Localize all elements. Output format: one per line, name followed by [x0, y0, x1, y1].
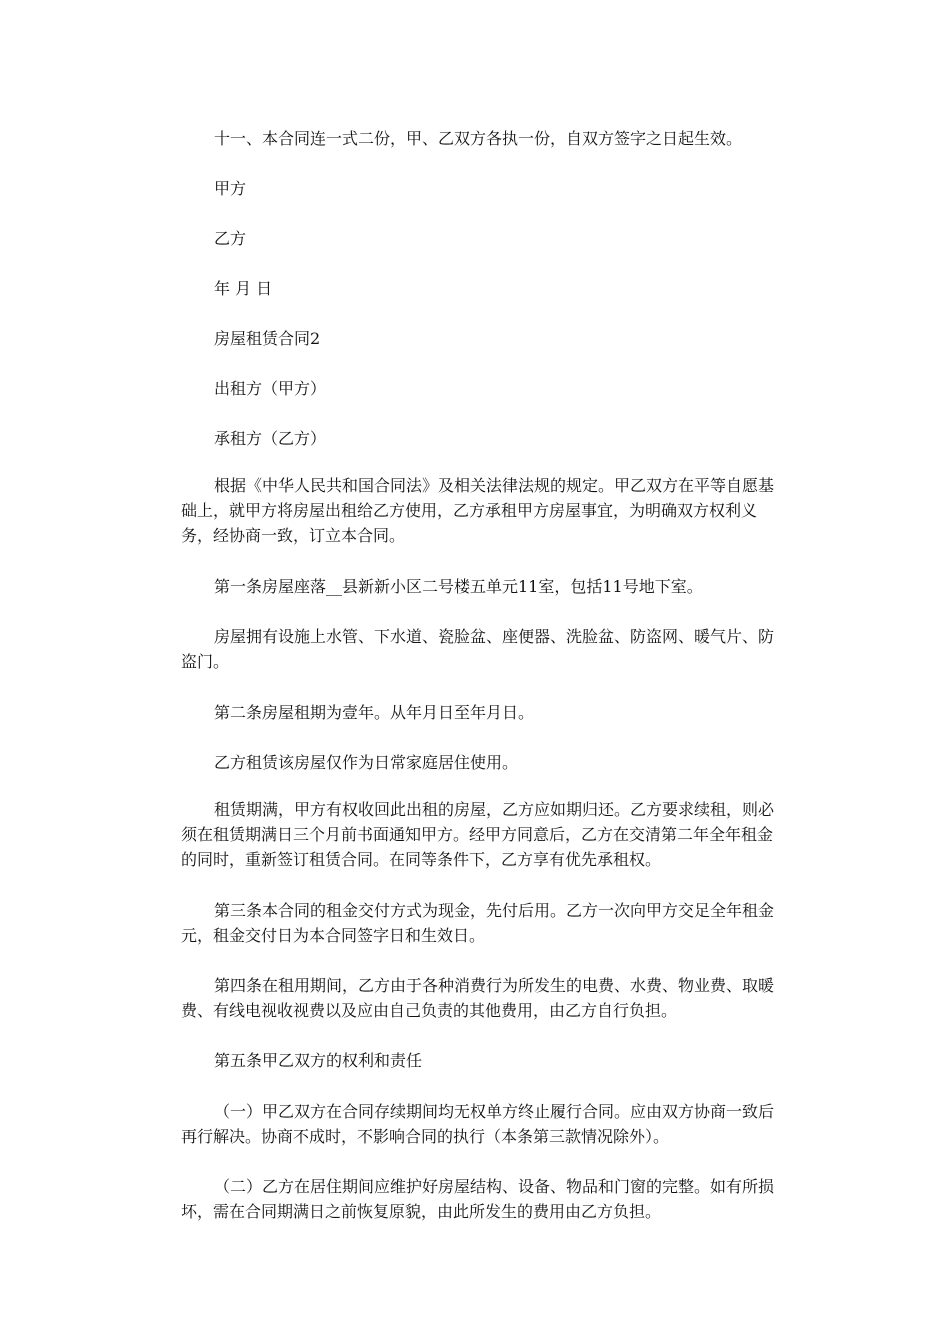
renewal-paragraph: 租赁期满，甲方有权收回此出租的房屋，乙方应如期归还。乙方要求续租，则必须在租赁期满日三个月前书面通知甲方。经甲方同意后，乙方在交清第二年全年租金的同时，重新签订租赁合同。在同等条件下，乙方享有优先承租权。: [181, 800, 775, 869]
contract-title: 房屋租赁合同2: [214, 329, 321, 348]
party-a-label: 甲方: [214, 179, 247, 198]
article-five-item-two: （二）乙方在居住期间应维护好房屋结构、设备、物品和门窗的完整。如有所损坏，需在合同期满日之前恢复原貌，由此所发生的费用由乙方负担。: [181, 1177, 775, 1221]
date-line: 年 月 日: [214, 279, 273, 298]
article-one-paragraph: 第一条房屋座落__县新新小区二号楼五单元11室，包括11号地下室。: [214, 577, 703, 596]
usage-paragraph: 乙方租赁该房屋仅作为日常家庭居住使用。: [214, 753, 519, 772]
article-four-paragraph: 第四条在租用期间，乙方由于各种消费行为所发生的电费、水费、物业费、取暖费、有线电视收视费以及应由自己负责的其他费用，由乙方自行负担。: [181, 976, 775, 1020]
lessor-label: 出租方（甲方）: [214, 379, 327, 398]
clause-eleven-paragraph: 十一、本合同连一式二份，甲、乙双方各执一份，自双方签字之日起生效。: [214, 129, 743, 148]
article-three-paragraph: 第三条本合同的租金交付方式为现金，先付后用。乙方一次向甲方交足全年租金元，租金交付日为本合同签字日和生效日。: [181, 901, 775, 945]
party-b-label: 乙方: [214, 229, 247, 248]
lessee-label: 承租方（乙方）: [214, 429, 327, 448]
facilities-paragraph: 房屋拥有设施上水管、下水道、瓷脸盆、座便器、洗脸盆、防盗网、暖气片、防盗门。: [181, 627, 775, 671]
preamble-paragraph: 根据《中华人民共和国合同法》及相关法律法规的规定。甲乙双方在平等自愿基础上，就甲方将房屋出租给乙方使用，乙方承租甲方房屋事宜，为明确双方权利义务，经协商一致，订立本合同。: [181, 476, 775, 545]
article-five-item-one: （一）甲乙双方在合同存续期间均无权单方终止履行合同。应由双方协商一致后再行解决。协商不成时，不影响合同的执行（本条第三款情况除外）。: [181, 1102, 775, 1146]
article-five-heading: 第五条甲乙双方的权利和责任: [214, 1051, 423, 1070]
article-two-paragraph: 第二条房屋租期为壹年。从年月日至年月日。: [214, 703, 535, 722]
